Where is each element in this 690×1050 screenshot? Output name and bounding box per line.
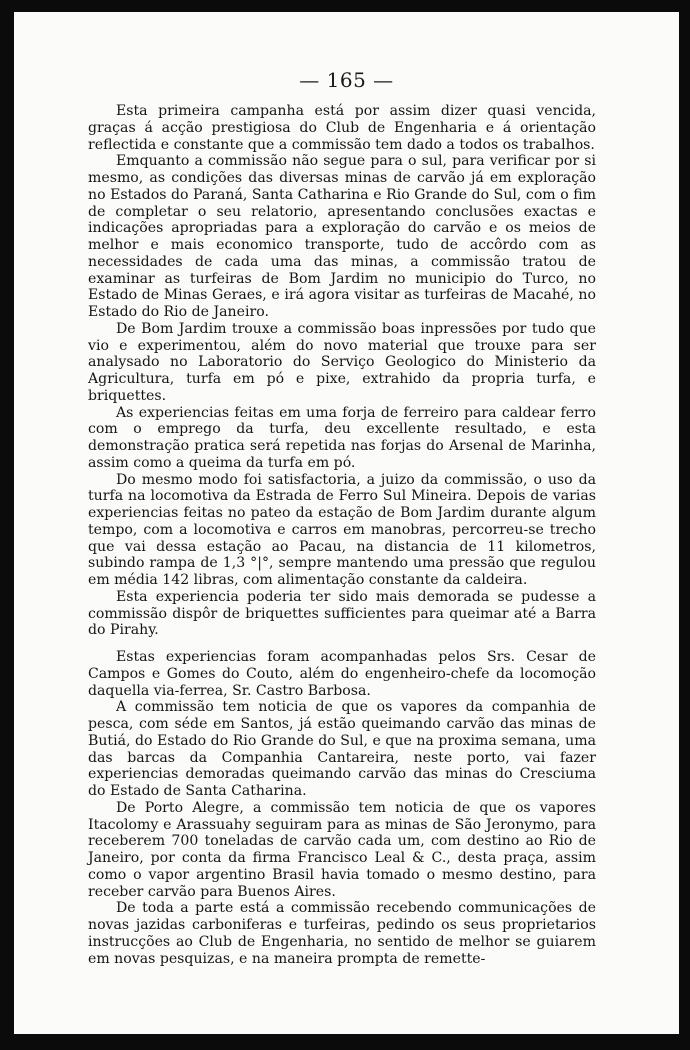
paragraph-4: As experiencias feitas em uma forja de ferreiro para caldear ferro com o emprego da turfa, deu excellente resultado, e esta demonstração pratica será repetida nas forjas do Arsenal de Marinha, assim como a queima da turfa em pó.	[88, 404, 596, 471]
paragraph-10: De toda a parte está a commissão recebendo communicações de novas jazidas carboniferas e turfeiras, pedindo os seus proprietarios instrucções ao Club de Engenharia, no sentido de melhor se guiarem em novas pesquizas, e na maneira prompta de remette-	[88, 900, 596, 967]
paragraph-3: De Bom Jardim trouxe a commissão boas inpressões por tudo que vio e experimentou, além do novo material que trouxe para ser analysado no Laboratorio do Serviço Geologico do Ministerio da Agricultura, turfa em pó e pixe, extrahido da propria turfa, e briquettes.	[88, 320, 596, 404]
paragraph-2: Emquanto a commissão não segue para o sul, para verificar por si mesmo, as condições das diversas minas de carvão já em exploração no Estados do Paraná, Santa Catharina e Rio Grande do Sul, com o fim de completar o seu relatorio, apresentando conclusões exactas e indicações apropriadas para a exploração do carvão e os meios de melhor e mais economico transporte, tudo de accôrdo com as necessidades de cada uma das minas, a commissão tratou de examinar as turfeiras de Bom Jardim no municipio do Turco, no Estado de Minas Geraes, e irá agora visitar as turfeiras de Macahé, no Estado do Rio de Janeiro.	[88, 153, 596, 320]
paragraph-1: Esta primeira campanha está por assim dizer quasi vencida, graças á acção prestigiosa do Club de Engenharia e á orientação reflectida e constante que a commissão tem dado a todos os trabalhos.	[88, 103, 596, 153]
paragraph-7: Estas experiencias foram acompanhadas pelos Srs. Cesar de Campos e Gomes do Couto, além do engenheiro-chefe da locomoção daquella via-ferrea, Sr. Castro Barbosa.	[88, 649, 596, 699]
page-number: — 165 —	[299, 68, 394, 92]
paragraph-5: Do mesmo modo foi satisfactoria, a juizo da commissão, o uso da turfa na locomotiva da Estrada de Ferro Sul Mineira. Depois de varias experiencias feitas no pateo da estação de Bom Jardim durante algum tempo, com a locomotiva e carros em manobras, percorreu-se trecho que vai dessa estação ao Pacau, na distancia de 11 kilometros, subindo rampa de 1,3 °|°, sempre mantendo uma pressão que regulou em média 142 libras, com alimentação constante da caldeira.	[88, 471, 596, 588]
body-text	[88, 103, 596, 967]
document-page	[14, 12, 679, 1034]
paragraph-9: De Porto Alegre, a commissão tem noticia de que os vapores Itacolomy e Arassuahy seguiram para as minas de São Jeronymo, para receberem 700 toneladas de carvão cada um, com destino ao Rio de Janeiro, por conta da firma Francisco Leal & C., desta praça, assim como o vapor argentino Brasil havia tomado o mesmo destino, para receber carvão para Buenos Aires.	[88, 799, 596, 900]
paragraph-8: A commissão tem noticia de que os vapores da companhia de pesca, com séde em Santos, já estão queimando carvão das minas de Butiá, do Estado do Rio Grande do Sul, e que na proxima semana, uma das barcas da Companhia Cantareira, neste porto, vai fazer experiencias demoradas queimando carvão das minas do Cresciuma do Estado de Santa Catharina.	[88, 699, 596, 799]
paragraph-6: Esta experiencia poderia ter sido mais demorada se pudesse a commissão dispôr de briquettes sufficientes para queimar até a Barra do Pirahy.	[88, 588, 596, 639]
